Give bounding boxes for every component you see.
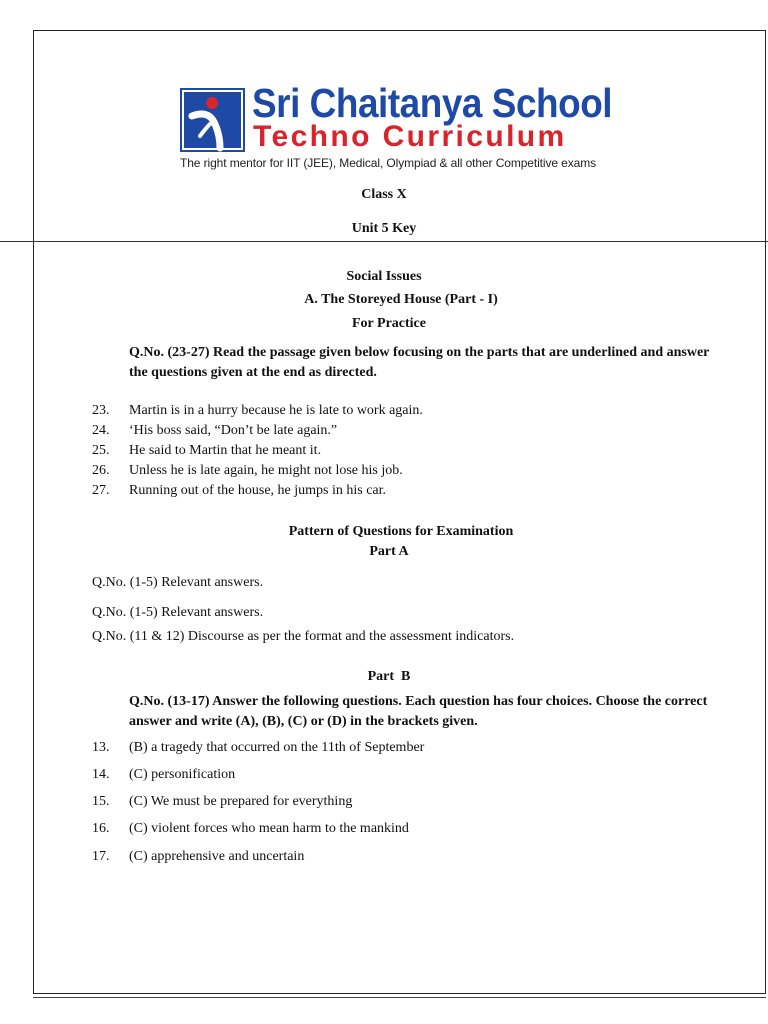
logo-tagline: The right mentor for IIT (JEE), Medical, Olympiad & all other Competitive exams xyxy=(180,156,597,170)
school-logo xyxy=(180,80,613,174)
pattern-title: Pattern of Questions for Examination xyxy=(288,524,514,539)
logo-emblem-icon xyxy=(180,88,245,152)
practice-title: For Practice xyxy=(352,316,426,331)
logo-title: Sri Chaitanya School xyxy=(252,80,613,126)
header-divider xyxy=(0,241,768,242)
page-border-bottom xyxy=(33,997,766,998)
part-b-instruction: Q.No. (13-17) Answer the following questions. Each question has four choices. Choose the correct answer and write (A), (B), (C) or (D) in the brackets given. xyxy=(129,694,708,729)
part-a-line: Q.No. (1-5) Relevant answers. xyxy=(92,605,264,620)
part-a-line: Q.No. (1-5) Relevant answers. xyxy=(92,575,264,590)
part-a-line: Q.No. (11 & 12) Discourse as per the format and the assessment indicators. xyxy=(92,629,515,644)
logo-subtitle: Techno Curriculum xyxy=(253,120,567,153)
practice-instruction: Q.No. (23-27) Read the passage given below focusing on the parts that are underlined and answer the questions given at the end as directed. xyxy=(129,345,710,380)
unit-label: Unit 5 Key xyxy=(351,221,417,236)
theme-title: Social Issues xyxy=(346,269,422,284)
part-b-title: Part B xyxy=(367,669,411,684)
lesson-title: A. The Storeyed House (Part - I) xyxy=(304,292,498,307)
class-label: Class X xyxy=(361,187,407,202)
part-a-title: Part A xyxy=(369,544,409,559)
